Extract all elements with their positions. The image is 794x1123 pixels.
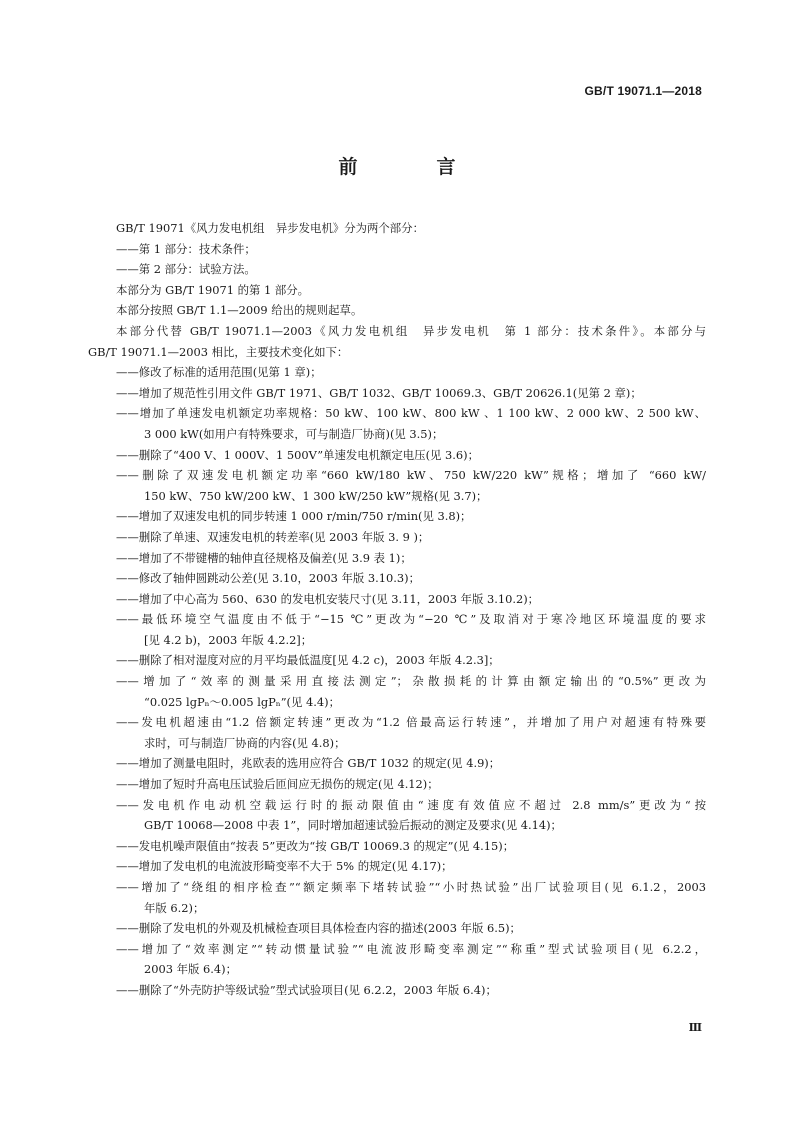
text-line: ——增加了“绕组的相序检查”“额定频率下堵转试验”“小时热试验”出厂试验项目(见 6.1.2，2003 [116, 880, 706, 894]
text-line: 2003 年版 6.4)； [144, 962, 237, 977]
text-line: ——删除了双速发电机额定功率“660 kW/180 kW、750 kW/220 kW”规格；增加了 “660 kW/ [116, 468, 706, 483]
text-line: ——删除了“400 V、1 000V、1 500V”单速发电机额定电压(见 3.6)； [116, 447, 479, 462]
text-line: ——增加了双速发电机的同步转速 1 000 r/min/750 r/min(见 3.8)； [116, 509, 472, 524]
text-line: [见 4.2 b)，2003 年版 4.2.2]； [144, 632, 313, 647]
text-line: ——增加了规范性引用文件 GB/T 1971、GB/T 1032、GB/T 10069.3、GB/T 20626.1(见第 2 章)； [116, 385, 642, 400]
text-line: ——发电机作电动机空载运行时的振动限值由“速度有效值应不超过 2.8 mm/s”更改为“按 [116, 797, 706, 812]
text-line: ——增加了单速发电机额定功率规格：50 kW、100 kW、800 kW 、1 100 kW、2 000 kW、2 500 kW、 [116, 406, 706, 421]
text-line: 3 000 kW(如用户有特殊要求，可与制造厂协商)(见 3.5)； [144, 426, 444, 441]
text-line: ——发电机超速由“1.2 倍额定转速”更改为“1.2 倍最高运行转速”，并增加了用户对超速有特殊要 [116, 715, 706, 730]
standard-code: GB/T 19071.1—2018 [584, 84, 702, 98]
text-line: ——删除了相对湿度对应的月平均最低温度[见 4.2 c)，2003 年版 4.2.3]； [116, 653, 500, 668]
text-line: GB/T 10068—2008 中表 1”，同时增加超速试验后振动的测定及要求(见 4.14)； [144, 818, 562, 833]
text-line: “0.025 lgPₙ～0.005 lgPₙ”(见 4.4)； [144, 694, 340, 709]
text-line: ——第 2 部分：试验方法。 [116, 262, 256, 277]
text-line: ——修改了标准的适用范围(见第 1 章)； [116, 365, 322, 380]
text-line: GB/T 19071《风力发电机组 异步发电机》分为两个部分： [116, 221, 424, 235]
page-title: 前 言 [338, 156, 486, 178]
text-line: ——增加了“效率的测量采用直接法测定”；杂散损耗的计算由额定输出的“0.5%”更改为 [116, 674, 706, 689]
text-line: ——增加了“效率测定”“转动惯量试验”“电流波形畸变率测定”“称重”型式试验项目(见 6.2.2， [116, 941, 706, 956]
text-line: 年版 6.2)； [144, 900, 205, 915]
text-line: ——修改了轴伸圆跳动公差(见 3.10，2003 年版 3.10.3)； [116, 571, 420, 586]
text-line: ——最低环境空气温度由不低于“−15 ℃”更改为“−20 ℃”及取消对于寒冷地区环境温度的要求 [116, 612, 706, 627]
text-line: 本部分代替 GB/T 19071.1—2003《风力发电机组 异步发电机 第 1 部分：技术条件》。本部分与 [116, 323, 706, 338]
text-line: ——增加了测量电阻时，兆欧表的选用应符合 GB/T 1032 的规定(见 4.9)； [116, 756, 501, 771]
text-line: ——删除了单速、双速发电机的转差率(见 2003 年版 3. 9 )； [116, 529, 430, 544]
text-line: 求时，可与制造厂协商的内容(见 4.8)； [144, 735, 346, 750]
foreword-body [88, 218, 706, 1001]
text-line: ——增加了短时升高电压试验后匝间应无损伤的规定(见 4.12)； [116, 777, 439, 792]
text-line: 本部分为 GB/T 19071 的第 1 部分。 [116, 282, 310, 297]
text-line: ——删除了“外壳防护等级试验”型式试验项目(见 6.2.2，2003 年版 6.4)； [116, 982, 497, 997]
text-line: GB/T 19071.1—2003 相比，主要技术变化如下： [88, 344, 349, 359]
text-line: ——删除了发电机的外观及机械检查项目具体检查内容的描述(2003 年版 6.5)； [116, 921, 521, 936]
text-line: ——发电机噪声限值由“按表 5”更改为“按 GB/T 10069.3 的规定”(见 4.15)； [116, 838, 515, 853]
text-line: ——增加了中心高为 560、630 的发电机安装尺寸(见 3.11，2003 年版 3.10.2)； [116, 591, 540, 606]
page-number: Ⅲ [688, 1021, 702, 1034]
text-line: 本部分按照 GB/T 1.1—2009 给出的规则起草。 [116, 303, 363, 318]
text-line: ——增加了发电机的电流波形畸变率不大于 5% 的规定(见 4.17)； [116, 859, 453, 874]
text-line: ——第 1 部分：技术条件； [116, 241, 256, 256]
text-line: ——增加了不带键槽的轴伸直径规格及偏差(见 3.9 表 1)； [116, 550, 412, 565]
text-line: 150 kW、750 kW/200 kW、1 300 kW/250 kW”规格(见 3.7)； [144, 488, 488, 503]
